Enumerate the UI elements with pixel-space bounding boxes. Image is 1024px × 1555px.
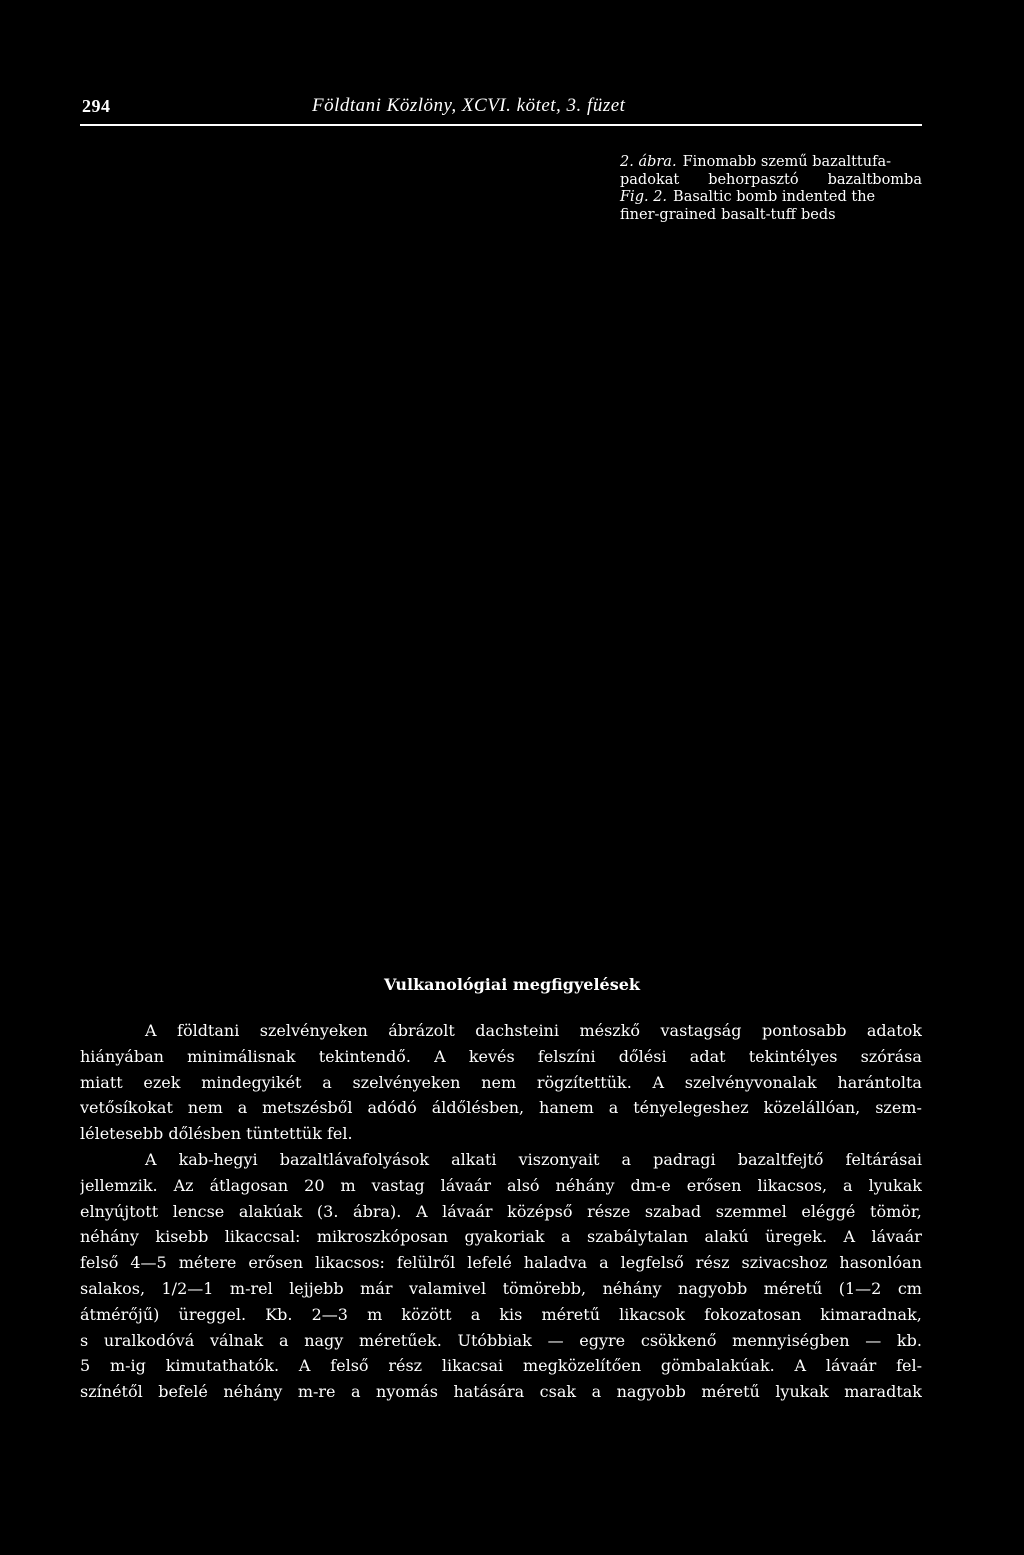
caption-line: finer-grained basalt-tuff beds [620, 206, 836, 223]
text-line: A kab-hegyi bazaltlávafolyások alkati viszonyait a padragi bazaltfejtő feltárásai [145, 1149, 922, 1169]
running-head: Földtani Közlöny, XCVI. kötet, 3. füzet [312, 95, 626, 116]
text-line: léletesebb dőlésben tüntettük fel. [80, 1124, 353, 1144]
text-line: felső 4—5 métere erősen likacsos: felülről lefelé haladva a legfelső rész szivacshoz hasonlóan [80, 1253, 922, 1273]
text-line: elnyújtott lencse alakúak (3. ábra). A lávaár középső része szabad szemmel eléggé tömör, [80, 1201, 922, 1221]
text-line: 5 m-ig kimutathatók. A felső rész likacsai megközelítően gömbalakúak. A lávaár fel- [80, 1356, 922, 1376]
section-title: Vulkanológiai megfigyelések [383, 975, 640, 994]
caption-text: Finomabb szemű bazalttufa- [682, 154, 892, 170]
caption-label: 2. ábra. [620, 154, 677, 170]
figure-caption [620, 154, 922, 224]
text-line: színétől befelé néhány m-re a nyomás hatására csak a nagyobb méretű lyukak maradtak [80, 1382, 922, 1402]
body-text [80, 1018, 922, 1405]
text-line: vetősíkokat nem a metszésből adódó áldőlésben, hanem a tényelegeshez közelállóan, szem- [80, 1098, 922, 1118]
text-line: salakos, 1/2—1 m-rel lejjebb már valamivel tömörebb, néhány nagyobb méretű (1—2 cm [80, 1278, 922, 1298]
caption-label: Fig. 2. [620, 189, 668, 205]
text-line: hiányában minimálisnak tekintendő. A kevés felszíni dőlési adat tekintélyes szórása [80, 1046, 922, 1066]
caption-line [620, 154, 922, 172]
text-line: átmérőjű) üreggel. Kb. 2—3 m között a kis méretű likacsok fokozatosan kimaradnak, [80, 1304, 922, 1324]
page-number: 294 [82, 96, 111, 116]
caption-line: padokat behorpasztó bazaltbomba [620, 171, 922, 188]
text-line: A földtani szelvényeken ábrázolt dachsteini mészkő vastagság pontosabb adatok [145, 1021, 922, 1040]
text-line: miatt ezek mindegyikét a szelvényeken nem rögzítettük. A szelvényvonalak harántolta [80, 1072, 922, 1092]
text-line: s uralkodóvá válnak a nagy méretűek. Utóbbiak — egyre csökkenő mennyiségben — kb. [80, 1330, 922, 1350]
text-line: néhány kisebb likaccsal: mikroszkóposan gyakoriak a szabálytalan alakú üregek. A lávaár [80, 1227, 922, 1247]
text-line: jellemzik. Az átlagosan 20 m vastag lávaár alsó néhány dm-e erősen likacsos, a lyukak [80, 1175, 922, 1195]
caption-line [620, 189, 922, 207]
header-rule [80, 124, 922, 126]
caption-text: Basaltic bomb indented the [673, 189, 876, 205]
